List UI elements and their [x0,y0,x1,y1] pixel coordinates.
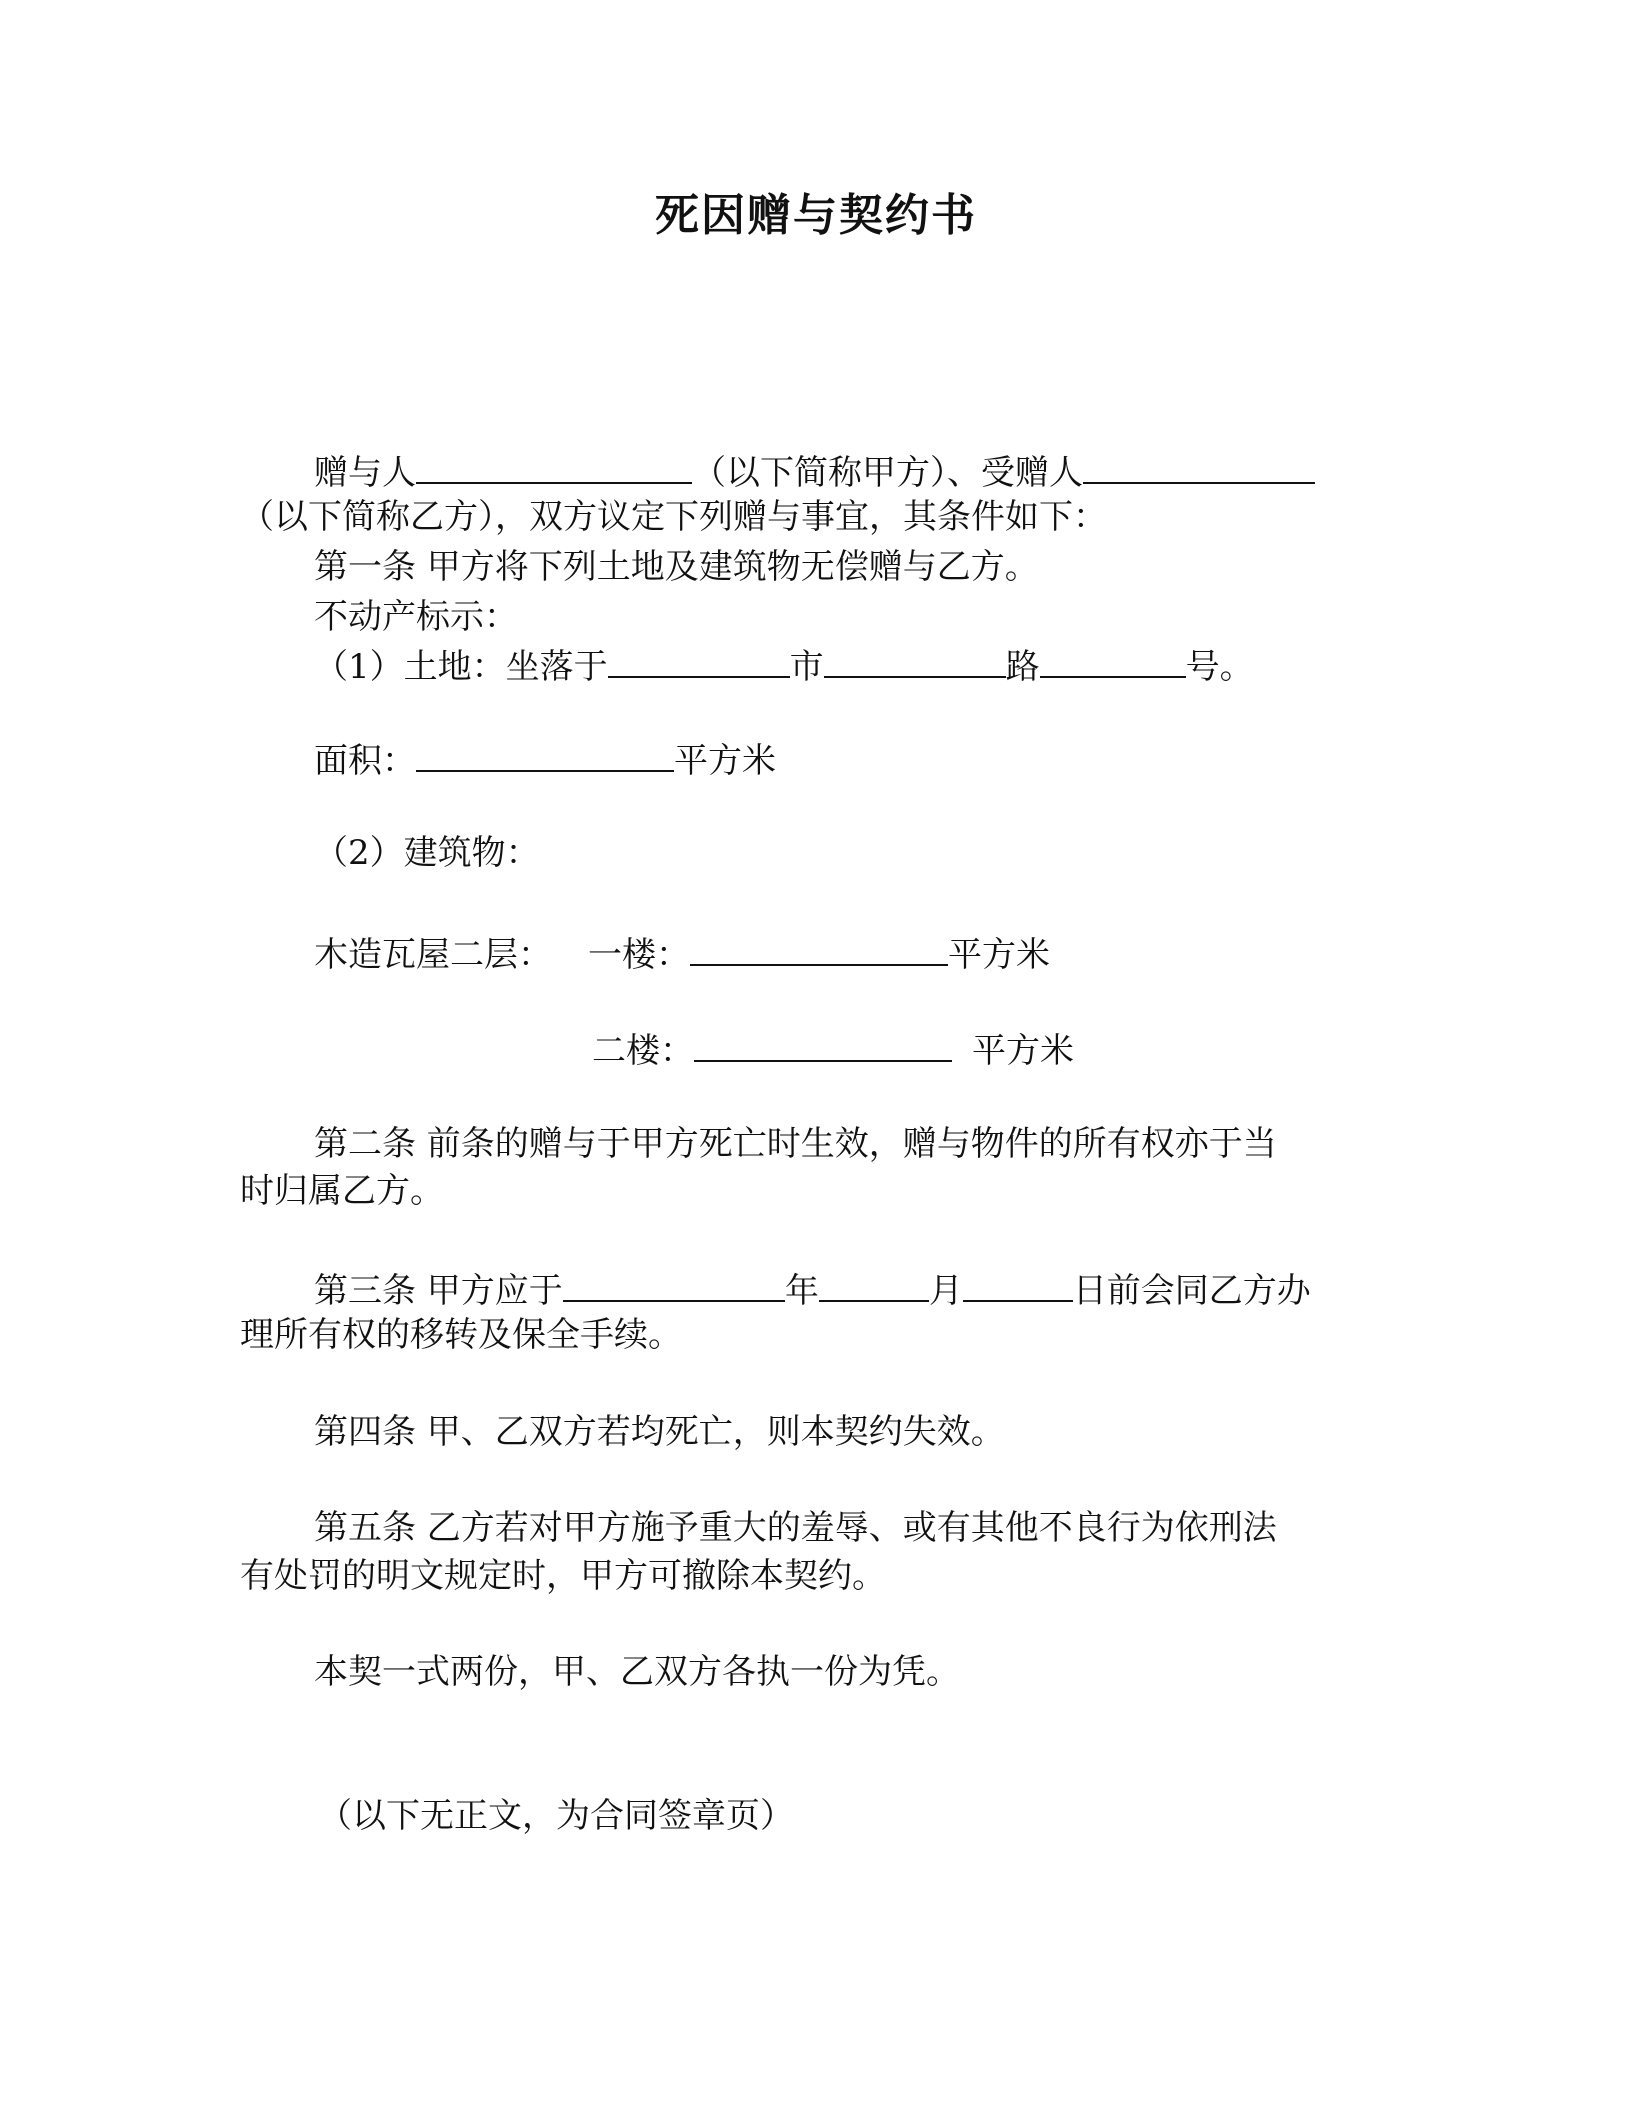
floor1-area-field[interactable] [690,928,948,966]
month-field[interactable] [819,1264,929,1302]
article1-body: 第一条 甲方将下列土地及建筑物无偿赠与乙方。 [314,547,1039,587]
area-line [314,734,776,785]
city-field[interactable] [608,640,790,678]
footer-note-text: （以下无正文，为合同签章页） [318,1796,794,1836]
donor-label: 赠与人 [314,453,416,493]
month-label: 月 [928,1271,963,1311]
property-label [314,593,518,641]
area-field[interactable] [416,734,674,772]
donee-alias: （以下简称乙方），双方议定下列赠与事宜，其条件如下： [240,497,1107,537]
building-label [314,829,540,877]
donor-alias: （以下简称甲方）、受赠人 [692,453,1083,493]
land-prefix: （1）土地：坐落于 [314,647,608,687]
article2-text-1: 第二条 前条的赠与于甲方死亡时生效，赠与物件的所有权亦于当 [314,1124,1277,1164]
land-line [314,640,1254,691]
day-suffix: 日前会同乙方办 [1072,1271,1311,1311]
article3-line-2 [240,1311,682,1359]
intro-line-1 [314,446,1315,497]
floor2-unit: 平方米 [972,1031,1074,1071]
day-field[interactable] [963,1264,1073,1302]
copies-text: 本契一式两份，甲、乙双方各执一份为凭。 [314,1652,960,1692]
article5-line-2 [240,1552,886,1600]
page-title: 死因赠与契约书 [655,190,977,241]
floor2-label: 二楼： [592,1031,694,1071]
article4-text: 第四条 甲、乙双方若均死亡，则本契约失效。 [314,1412,1005,1452]
area-unit: 平方米 [674,741,776,781]
building-label-text: （2）建筑物： [314,833,540,873]
article2-line-2 [240,1167,444,1215]
year-label: 年 [784,1271,819,1311]
floor1-label: 一楼： [588,935,690,975]
article5-text-1: 第五条 乙方若对甲方施予重大的羞辱、或有其他不良行为依刑法 [314,1508,1277,1548]
article3-text-2: 理所有权的移转及保全手续。 [240,1315,682,1355]
number-field[interactable] [1040,640,1186,678]
article5-text-2: 有处罚的明文规定时，甲方可撤除本契约。 [240,1556,886,1596]
floor1-unit: 平方米 [948,935,1050,975]
article4-line [314,1408,1005,1456]
donee-name-field[interactable] [1083,446,1315,484]
year-field[interactable] [563,1264,785,1302]
donor-name-field[interactable] [416,446,692,484]
article2-line-1 [314,1120,1277,1168]
article1-text [314,543,1039,591]
intro-line-2 [240,493,1107,541]
footer-note [318,1792,794,1840]
article2-text-2: 时归属乙方。 [240,1171,444,1211]
number-label: 号。 [1185,647,1254,687]
article3-line-1 [314,1264,1311,1315]
building-type: 木造瓦屋二层： [314,935,552,975]
floor1-line [314,928,1050,979]
property-label-text: 不动产标示： [314,597,518,637]
copies-line [314,1648,960,1696]
road-label: 路 [1005,647,1040,687]
article3-prefix: 第三条 甲方应于 [314,1271,563,1311]
road-field[interactable] [824,640,1006,678]
city-label: 市 [789,647,824,687]
area-label: 面积： [314,741,416,781]
floor2-area-field[interactable] [694,1024,952,1062]
floor2-line [592,1024,1074,1075]
article5-line-1 [314,1504,1277,1552]
